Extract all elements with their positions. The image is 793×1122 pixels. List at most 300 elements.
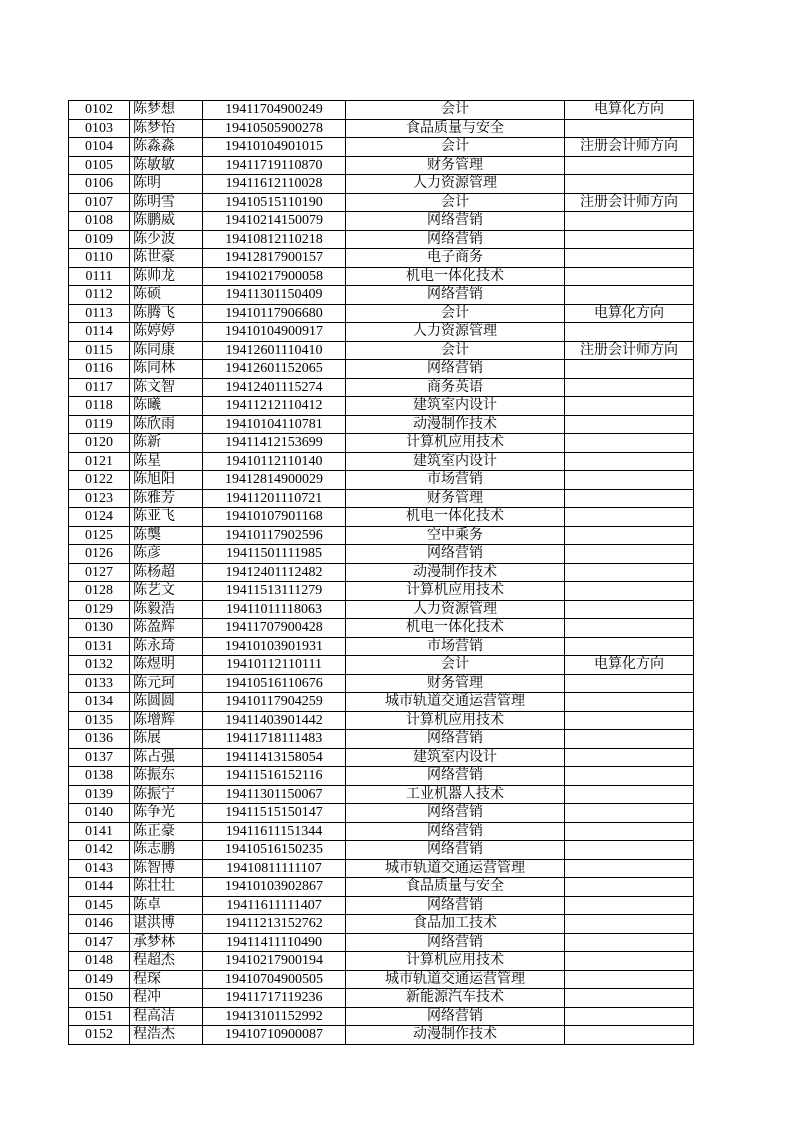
row-number-cell: 0122	[69, 471, 130, 490]
row-number-cell: 0117	[69, 378, 130, 397]
table-body	[69, 101, 694, 1045]
direction-cell	[565, 156, 694, 175]
direction-cell	[565, 249, 694, 268]
student-name-cell: 程超杰	[130, 952, 203, 971]
student-name-cell: 陈卓	[130, 896, 203, 915]
student-id-cell: 19410710900087	[203, 1026, 346, 1045]
student-name-cell: 陈毅浩	[130, 600, 203, 619]
student-name-cell: 陈志鹏	[130, 841, 203, 860]
student-name-cell: 陈少波	[130, 230, 203, 249]
row-number-cell: 0143	[69, 859, 130, 878]
table-row	[69, 267, 694, 286]
table-row	[69, 397, 694, 416]
row-number-cell: 0149	[69, 970, 130, 989]
major-cell: 网络营销	[346, 730, 565, 749]
major-cell: 食品质量与安全	[346, 878, 565, 897]
direction-cell	[565, 822, 694, 841]
major-cell: 会计	[346, 101, 565, 120]
major-cell: 网络营销	[346, 767, 565, 786]
student-name-cell: 程冲	[130, 989, 203, 1008]
row-number-cell: 0131	[69, 637, 130, 656]
student-id-cell: 19412401115274	[203, 378, 346, 397]
major-cell: 食品加工技术	[346, 915, 565, 934]
student-name-cell: 陈雅芳	[130, 489, 203, 508]
table-row	[69, 286, 694, 305]
table-row	[69, 582, 694, 601]
table-row	[69, 526, 694, 545]
row-number-cell: 0111	[69, 267, 130, 286]
major-cell: 网络营销	[346, 841, 565, 860]
direction-cell	[565, 730, 694, 749]
table-row	[69, 545, 694, 564]
table-row	[69, 489, 694, 508]
major-cell: 机电一体化技术	[346, 508, 565, 527]
student-name-cell: 程琛	[130, 970, 203, 989]
student-id-cell: 19412601152065	[203, 360, 346, 379]
major-cell: 人力资源管理	[346, 175, 565, 194]
direction-cell	[565, 508, 694, 527]
student-id-cell: 19411212110412	[203, 397, 346, 416]
direction-cell	[565, 915, 694, 934]
table-row	[69, 619, 694, 638]
table-row	[69, 452, 694, 471]
table-row	[69, 822, 694, 841]
major-cell: 食品质量与安全	[346, 119, 565, 138]
student-id-cell: 19410704900505	[203, 970, 346, 989]
student-id-cell: 19411403901442	[203, 711, 346, 730]
student-id-cell: 19411719110870	[203, 156, 346, 175]
student-id-cell: 19410217900058	[203, 267, 346, 286]
table-row	[69, 563, 694, 582]
row-number-cell: 0108	[69, 212, 130, 231]
row-number-cell: 0110	[69, 249, 130, 268]
student-list-table	[68, 100, 694, 1045]
major-cell: 城市轨道交通运营管理	[346, 970, 565, 989]
table-row	[69, 101, 694, 120]
student-id-cell: 19410516150235	[203, 841, 346, 860]
student-name-cell: 陈欣雨	[130, 415, 203, 434]
student-name-cell: 陈世豪	[130, 249, 203, 268]
table-row	[69, 785, 694, 804]
student-name-cell: 陈彦	[130, 545, 203, 564]
direction-cell	[565, 785, 694, 804]
major-cell: 计算机应用技术	[346, 582, 565, 601]
student-id-cell: 19410117902596	[203, 526, 346, 545]
row-number-cell: 0138	[69, 767, 130, 786]
student-name-cell: 谌洪博	[130, 915, 203, 934]
student-name-cell: 陈帅龙	[130, 267, 203, 286]
row-number-cell: 0132	[69, 656, 130, 675]
direction-cell	[565, 711, 694, 730]
table-row	[69, 471, 694, 490]
direction-cell	[565, 489, 694, 508]
table-row	[69, 360, 694, 379]
row-number-cell: 0137	[69, 748, 130, 767]
student-id-cell: 19411513111279	[203, 582, 346, 601]
major-cell: 市场营销	[346, 637, 565, 656]
student-name-cell: 陈明	[130, 175, 203, 194]
major-cell: 网络营销	[346, 933, 565, 952]
student-id-cell: 19410214150079	[203, 212, 346, 231]
student-name-cell: 陈争光	[130, 804, 203, 823]
direction-cell	[565, 748, 694, 767]
table-row	[69, 970, 694, 989]
major-cell: 机电一体化技术	[346, 267, 565, 286]
direction-cell	[565, 286, 694, 305]
student-name-cell: 陈煜明	[130, 656, 203, 675]
student-name-cell: 陈硕	[130, 286, 203, 305]
major-cell: 会计	[346, 138, 565, 157]
student-id-cell: 19410107901168	[203, 508, 346, 527]
student-name-cell: 陈婷婷	[130, 323, 203, 342]
student-id-cell: 19411611151344	[203, 822, 346, 841]
student-id-cell: 19411515150147	[203, 804, 346, 823]
row-number-cell: 0102	[69, 101, 130, 120]
major-cell: 网络营销	[346, 360, 565, 379]
major-cell: 网络营销	[346, 230, 565, 249]
table-row	[69, 230, 694, 249]
student-name-cell: 陈腾飞	[130, 304, 203, 323]
direction-cell: 注册会计师方向	[565, 138, 694, 157]
student-name-cell: 陈鹏威	[130, 212, 203, 231]
major-cell: 网络营销	[346, 896, 565, 915]
student-name-cell: 陈增辉	[130, 711, 203, 730]
direction-cell	[565, 693, 694, 712]
table-row	[69, 212, 694, 231]
student-name-cell: 陈梦想	[130, 101, 203, 120]
direction-cell	[565, 1007, 694, 1026]
direction-cell	[565, 859, 694, 878]
student-id-cell: 19411301150409	[203, 286, 346, 305]
major-cell: 工业机器人技术	[346, 785, 565, 804]
student-name-cell: 陈明雪	[130, 193, 203, 212]
major-cell: 新能源汽车技术	[346, 989, 565, 1008]
row-number-cell: 0118	[69, 397, 130, 416]
student-id-cell: 19410515110190	[203, 193, 346, 212]
major-cell: 人力资源管理	[346, 600, 565, 619]
student-name-cell: 陈杨超	[130, 563, 203, 582]
major-cell: 财务管理	[346, 489, 565, 508]
direction-cell	[565, 637, 694, 656]
major-cell: 建筑室内设计	[346, 452, 565, 471]
student-id-cell: 19411707900428	[203, 619, 346, 638]
student-name-cell: 陈梦怡	[130, 119, 203, 138]
student-name-cell: 陈智博	[130, 859, 203, 878]
row-number-cell: 0145	[69, 896, 130, 915]
row-number-cell: 0114	[69, 323, 130, 342]
direction-cell	[565, 674, 694, 693]
student-id-cell: 19411213152762	[203, 915, 346, 934]
direction-cell: 电算化方向	[565, 101, 694, 120]
row-number-cell: 0129	[69, 600, 130, 619]
table-row	[69, 841, 694, 860]
row-number-cell: 0141	[69, 822, 130, 841]
student-id-cell: 19410103902867	[203, 878, 346, 897]
student-id-cell: 19411201110721	[203, 489, 346, 508]
student-name-cell: 程高洁	[130, 1007, 203, 1026]
row-number-cell: 0133	[69, 674, 130, 693]
direction-cell	[565, 896, 694, 915]
major-cell: 建筑室内设计	[346, 397, 565, 416]
major-cell: 网络营销	[346, 1007, 565, 1026]
student-name-cell: 陈同林	[130, 360, 203, 379]
major-cell: 动漫制作技术	[346, 563, 565, 582]
student-name-cell: 陈占强	[130, 748, 203, 767]
direction-cell: 电算化方向	[565, 304, 694, 323]
student-id-cell: 19411611111407	[203, 896, 346, 915]
row-number-cell: 0107	[69, 193, 130, 212]
row-number-cell: 0147	[69, 933, 130, 952]
direction-cell: 电算化方向	[565, 656, 694, 675]
row-number-cell: 0112	[69, 286, 130, 305]
student-id-cell: 19411411110490	[203, 933, 346, 952]
direction-cell	[565, 952, 694, 971]
row-number-cell: 0125	[69, 526, 130, 545]
direction-cell	[565, 989, 694, 1008]
table-row	[69, 434, 694, 453]
student-name-cell: 陈展	[130, 730, 203, 749]
student-name-cell: 陈敏敏	[130, 156, 203, 175]
direction-cell	[565, 471, 694, 490]
student-name-cell: 陈亚飞	[130, 508, 203, 527]
direction-cell	[565, 600, 694, 619]
table-row	[69, 952, 694, 971]
table-row	[69, 767, 694, 786]
row-number-cell: 0104	[69, 138, 130, 157]
student-id-cell: 19410112110140	[203, 452, 346, 471]
major-cell: 计算机应用技术	[346, 434, 565, 453]
row-number-cell: 0124	[69, 508, 130, 527]
table-row	[69, 508, 694, 527]
major-cell: 计算机应用技术	[346, 952, 565, 971]
major-cell: 机电一体化技术	[346, 619, 565, 638]
table-row	[69, 323, 694, 342]
direction-cell	[565, 212, 694, 231]
row-number-cell: 0130	[69, 619, 130, 638]
student-id-cell: 19410104110781	[203, 415, 346, 434]
row-number-cell: 0115	[69, 341, 130, 360]
row-number-cell: 0123	[69, 489, 130, 508]
student-name-cell: 陈盈辉	[130, 619, 203, 638]
student-name-cell: 陈旭阳	[130, 471, 203, 490]
table-row	[69, 249, 694, 268]
major-cell: 会计	[346, 304, 565, 323]
student-id-cell: 19410217900194	[203, 952, 346, 971]
student-name-cell: 陈新	[130, 434, 203, 453]
table-row	[69, 637, 694, 656]
direction-cell	[565, 1026, 694, 1045]
student-name-cell: 陈星	[130, 452, 203, 471]
major-cell: 会计	[346, 656, 565, 675]
row-number-cell: 0142	[69, 841, 130, 860]
direction-cell	[565, 933, 694, 952]
row-number-cell: 0116	[69, 360, 130, 379]
major-cell: 网络营销	[346, 212, 565, 231]
student-name-cell: 陈艺文	[130, 582, 203, 601]
table-row	[69, 878, 694, 897]
major-cell: 动漫制作技术	[346, 415, 565, 434]
major-cell: 城市轨道交通运营管理	[346, 859, 565, 878]
table-row	[69, 138, 694, 157]
student-id-cell: 19411501111985	[203, 545, 346, 564]
table-row	[69, 119, 694, 138]
student-name-cell: 陈曦	[130, 397, 203, 416]
student-name-cell: 陈正豪	[130, 822, 203, 841]
major-cell: 计算机应用技术	[346, 711, 565, 730]
table-row	[69, 341, 694, 360]
direction-cell	[565, 415, 694, 434]
major-cell: 电子商务	[346, 249, 565, 268]
row-number-cell: 0135	[69, 711, 130, 730]
direction-cell: 注册会计师方向	[565, 341, 694, 360]
student-id-cell: 19412817900157	[203, 249, 346, 268]
student-id-cell: 19410516110676	[203, 674, 346, 693]
direction-cell	[565, 119, 694, 138]
direction-cell	[565, 230, 694, 249]
student-id-cell: 19411718111483	[203, 730, 346, 749]
student-name-cell: 程浩杰	[130, 1026, 203, 1045]
row-number-cell: 0119	[69, 415, 130, 434]
table-row	[69, 693, 694, 712]
student-id-cell: 19412401112482	[203, 563, 346, 582]
direction-cell: 注册会计师方向	[565, 193, 694, 212]
major-cell: 网络营销	[346, 804, 565, 823]
table-row	[69, 730, 694, 749]
student-name-cell: 陈振东	[130, 767, 203, 786]
student-name-cell: 陈圆圆	[130, 693, 203, 712]
student-id-cell: 19410103901931	[203, 637, 346, 656]
table-row	[69, 933, 694, 952]
student-name-cell: 陈淼淼	[130, 138, 203, 157]
student-name-cell: 陈永琦	[130, 637, 203, 656]
table-row	[69, 859, 694, 878]
row-number-cell: 0103	[69, 119, 130, 138]
student-id-cell: 19411704900249	[203, 101, 346, 120]
major-cell: 城市轨道交通运营管理	[346, 693, 565, 712]
direction-cell	[565, 619, 694, 638]
row-number-cell: 0113	[69, 304, 130, 323]
direction-cell	[565, 526, 694, 545]
table-row	[69, 156, 694, 175]
major-cell: 市场营销	[346, 471, 565, 490]
row-number-cell: 0152	[69, 1026, 130, 1045]
direction-cell	[565, 175, 694, 194]
student-id-cell: 19410112110111	[203, 656, 346, 675]
direction-cell	[565, 804, 694, 823]
major-cell: 会计	[346, 341, 565, 360]
major-cell: 人力资源管理	[346, 323, 565, 342]
table-row	[69, 175, 694, 194]
row-number-cell: 0120	[69, 434, 130, 453]
student-id-cell: 19412601110410	[203, 341, 346, 360]
student-id-cell: 19411301150067	[203, 785, 346, 804]
table-row	[69, 656, 694, 675]
direction-cell	[565, 360, 694, 379]
student-name-cell: 陈壮壮	[130, 878, 203, 897]
row-number-cell: 0106	[69, 175, 130, 194]
major-cell: 财务管理	[346, 674, 565, 693]
row-number-cell: 0144	[69, 878, 130, 897]
row-number-cell: 0140	[69, 804, 130, 823]
row-number-cell: 0150	[69, 989, 130, 1008]
table-row	[69, 415, 694, 434]
student-name-cell: 陈元珂	[130, 674, 203, 693]
student-id-cell: 19410117906680	[203, 304, 346, 323]
table-row	[69, 600, 694, 619]
direction-cell	[565, 545, 694, 564]
direction-cell	[565, 970, 694, 989]
row-number-cell: 0109	[69, 230, 130, 249]
student-name-cell: 陈振宁	[130, 785, 203, 804]
major-cell: 商务英语	[346, 378, 565, 397]
major-cell: 网络营销	[346, 545, 565, 564]
row-number-cell: 0105	[69, 156, 130, 175]
direction-cell	[565, 563, 694, 582]
row-number-cell: 0128	[69, 582, 130, 601]
table-row	[69, 915, 694, 934]
major-cell: 会计	[346, 193, 565, 212]
major-cell: 网络营销	[346, 822, 565, 841]
table-row	[69, 193, 694, 212]
student-id-cell: 19410104900917	[203, 323, 346, 342]
table-row	[69, 1026, 694, 1045]
major-cell: 网络营销	[346, 286, 565, 305]
row-number-cell: 0127	[69, 563, 130, 582]
student-name-cell: 陈文智	[130, 378, 203, 397]
row-number-cell: 0126	[69, 545, 130, 564]
major-cell: 动漫制作技术	[346, 1026, 565, 1045]
row-number-cell: 0139	[69, 785, 130, 804]
row-number-cell: 0146	[69, 915, 130, 934]
student-name-cell: 陈同康	[130, 341, 203, 360]
table-row	[69, 748, 694, 767]
major-cell: 空中乘务	[346, 526, 565, 545]
major-cell: 建筑室内设计	[346, 748, 565, 767]
table-row	[69, 989, 694, 1008]
direction-cell	[565, 323, 694, 342]
student-id-cell: 19410505900278	[203, 119, 346, 138]
student-id-cell: 19410812110218	[203, 230, 346, 249]
student-id-cell: 19411717119236	[203, 989, 346, 1008]
direction-cell	[565, 434, 694, 453]
student-id-cell: 19411011118063	[203, 600, 346, 619]
table-row	[69, 804, 694, 823]
row-number-cell: 0151	[69, 1007, 130, 1026]
direction-cell	[565, 767, 694, 786]
row-number-cell: 0121	[69, 452, 130, 471]
student-id-cell: 19410117904259	[203, 693, 346, 712]
table-row	[69, 1007, 694, 1026]
row-number-cell: 0134	[69, 693, 130, 712]
student-id-cell: 19410104901015	[203, 138, 346, 157]
table-row	[69, 711, 694, 730]
table-row	[69, 674, 694, 693]
student-name-cell: 陈龑	[130, 526, 203, 545]
student-id-cell: 19411413158054	[203, 748, 346, 767]
direction-cell	[565, 452, 694, 471]
student-id-cell: 19411412153699	[203, 434, 346, 453]
direction-cell	[565, 841, 694, 860]
direction-cell	[565, 397, 694, 416]
table-row	[69, 304, 694, 323]
student-name-cell: 承梦林	[130, 933, 203, 952]
direction-cell	[565, 582, 694, 601]
student-id-cell: 19413101152992	[203, 1007, 346, 1026]
student-id-cell: 19410811111107	[203, 859, 346, 878]
student-id-cell: 19411516152116	[203, 767, 346, 786]
row-number-cell: 0136	[69, 730, 130, 749]
major-cell: 财务管理	[346, 156, 565, 175]
